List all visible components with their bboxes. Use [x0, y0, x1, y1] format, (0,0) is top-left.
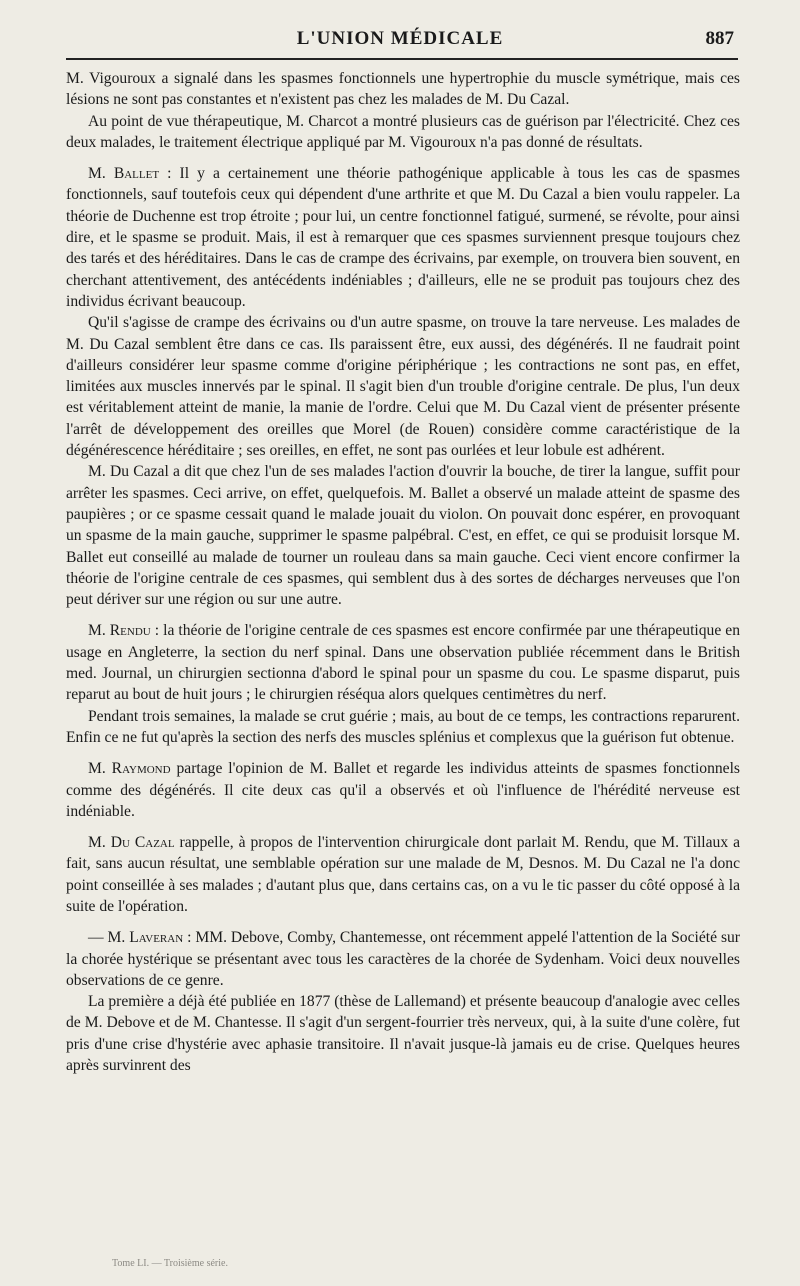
paragraph: M. Ballet : Il y a certainement une théorie pathogénique applicable à tous les cas de spasmes fonctionnels, sauf toutefois ceux qui dépendent d'une arthrite et que M. Du Cazal a bien voulu rappeler. La théorie de Duchenne est trop étroite ; pour lui, un centre fonctionnel fatigué, surmené, se révolte, pour ainsi dire, et le spasme se produit. Mais, il est à remarquer que ces spasmes surviennent presque toujours chez des tarés et des héréditaires. Dans le cas de crampe des écrivains, par exemple, on trouvera bien souvent, en cherchant attentivement, des antécédents indéniables ; d'ailleurs, elle ne se produit pas toujours chez des individus écrivant beaucoup.: [66, 165, 740, 310]
article-body: [66, 68, 740, 1076]
speaker-name: M. Ballet: [88, 165, 160, 183]
paragraph: M. Du Cazal rappelle, à propos de l'intervention chirurgicale dont parlait M. Rendu, que M. Tillaux a fait, sans aucun résultat, une semblable opération sur une malade de M, Desnos. M. Du Cazal ne l'a donc point conseillée à ses malades ; d'autant plus que, dans certains cas, on a vu le tic passer du côté opposé à la suite de l'opération.: [66, 834, 740, 915]
paragraph: — M. Laveran : MM. Debove, Comby, Chantemesse, ont récemment appelé l'attention de la Société sur la chorée hystérique se présentant avec tous les caractères de la chorée de Sydenham. Voici deux nouvelles observations de ce genre.: [66, 929, 740, 989]
journal-title: L'UNION MÉDICALE: [296, 28, 504, 49]
paragraph: M. Vigouroux a signalé dans les spasmes fonctionnels une hypertrophie du muscle symétrique, mais ces lésions ne sont pas constantes et n'existent pas chez les malades de M. Du Cazal.: [66, 70, 740, 109]
paragraph: M. Du Cazal a dit que chez l'un de ses malades l'action d'ouvrir la bouche, de tirer la langue, suffit pour arrêter les spasmes. Ceci arrive, on effet, quelquefois. M. Ballet a observé un malade atteint de spasme des paupières ; or ce spasme cessait quand le malade jouait du violon. On pouvait donc espérer, en provoquant un spasme de la main gauche, supprimer le spasme palpébral. C'est, en effet, ce qui se produisit lorsque M. Ballet eut conseillé au malade de tourner un rouleau dans sa main gauche. Ceci vient encore confirmer la théorie de l'origine centrale de ces spasmes, qui semblent dus à des sortes de décharges nerveuses que l'on peut dériver sur une région ou sur une autre.: [66, 463, 740, 609]
paragraph: Qu'il s'agisse de crampe des écrivains ou d'un autre spasme, on trouve la tare nerveuse. Les malades de M. Du Cazal semblent être dans ce cas. Ils paraissent être, eux aussi, des dégénérés. Il ne faudrait point d'ailleurs considérer leur spasme comme d'origine périphérique ; les contractions ne sont pas, en effet, limitées aux muscles innervés par le spinal. Il s'agit bien d'un trouble d'origine centrale. De plus, l'un deux est véritablement atteint de manie, la manie de l'ordre. Celui que M. Du Cazal vient de présenter présente l'arrêt de développement des oreilles que Morel (de Rouen) considère comme caractéristique de la dégénérescence héréditaire ; ses oreilles, en effet, ne sont pas ourlées et leur lobule est adhérent.: [66, 314, 740, 460]
running-header: [66, 28, 734, 54]
speaker-name: M. Rendu: [88, 622, 151, 640]
page-footer: Tome LI. — Troisième série.: [112, 1258, 228, 1269]
paragraph: Au point de vue thérapeutique, M. Charcot a montré plusieurs cas de guérison par l'électricité. Chez ces deux malades, le traitement électrique appliqué par M. Vigouroux n'a pas donné de résultats.: [66, 112, 740, 151]
speaker-name: M. Du Cazal: [88, 834, 175, 852]
paragraph: La première a déjà été publiée en 1877 (thèse de Lallemand) et présente beaucoup d'analogie avec celles de M. Debove et de M. Chantesse. Il s'agit d'un sergent-fourrier très nerveux, qui, à la suite d'une colère, fut pris d'une crise d'hystérie avec aphasie transitoire. Il n'avait jusque-là jamais eu de crise. Quelques heures après survinrent des: [66, 993, 740, 1075]
speaker-name: — M. Laveran: [88, 929, 184, 947]
paragraph: M. Raymond partage l'opinion de M. Ballet et regarde les individus atteints de spasmes fonctionnels comme des dégénérés. Il cite deux cas qu'il a observés et où l'influence de l'hérédité nerveuse est indéniable.: [66, 760, 740, 820]
speaker-name: M. Raymond: [88, 760, 171, 778]
paragraph: Pendant trois semaines, la malade se crut guérie ; mais, au bout de ce temps, les contractions reparurent. Enfin ce ne fut qu'après la section des nerfs des muscles splénius et complexus que la guérison fut obtenue.: [66, 707, 740, 746]
page-number: 887: [705, 28, 734, 49]
paragraph: M. Rendu : la théorie de l'origine centrale de ces spasmes est encore confirmée par une thérapeutique en usage en Angleterre, la section du nerf spinal. Dans une observation publiée récemment dans le British med. Journal, un chirurgien sectionna d'abord le spinal pour un spasme du cou. Le spasme disparut, puis reparut au bout de huit jours ; le chirurgien réséqua alors quelques centimètres du nerf.: [66, 622, 740, 704]
header-rule: [66, 58, 738, 60]
